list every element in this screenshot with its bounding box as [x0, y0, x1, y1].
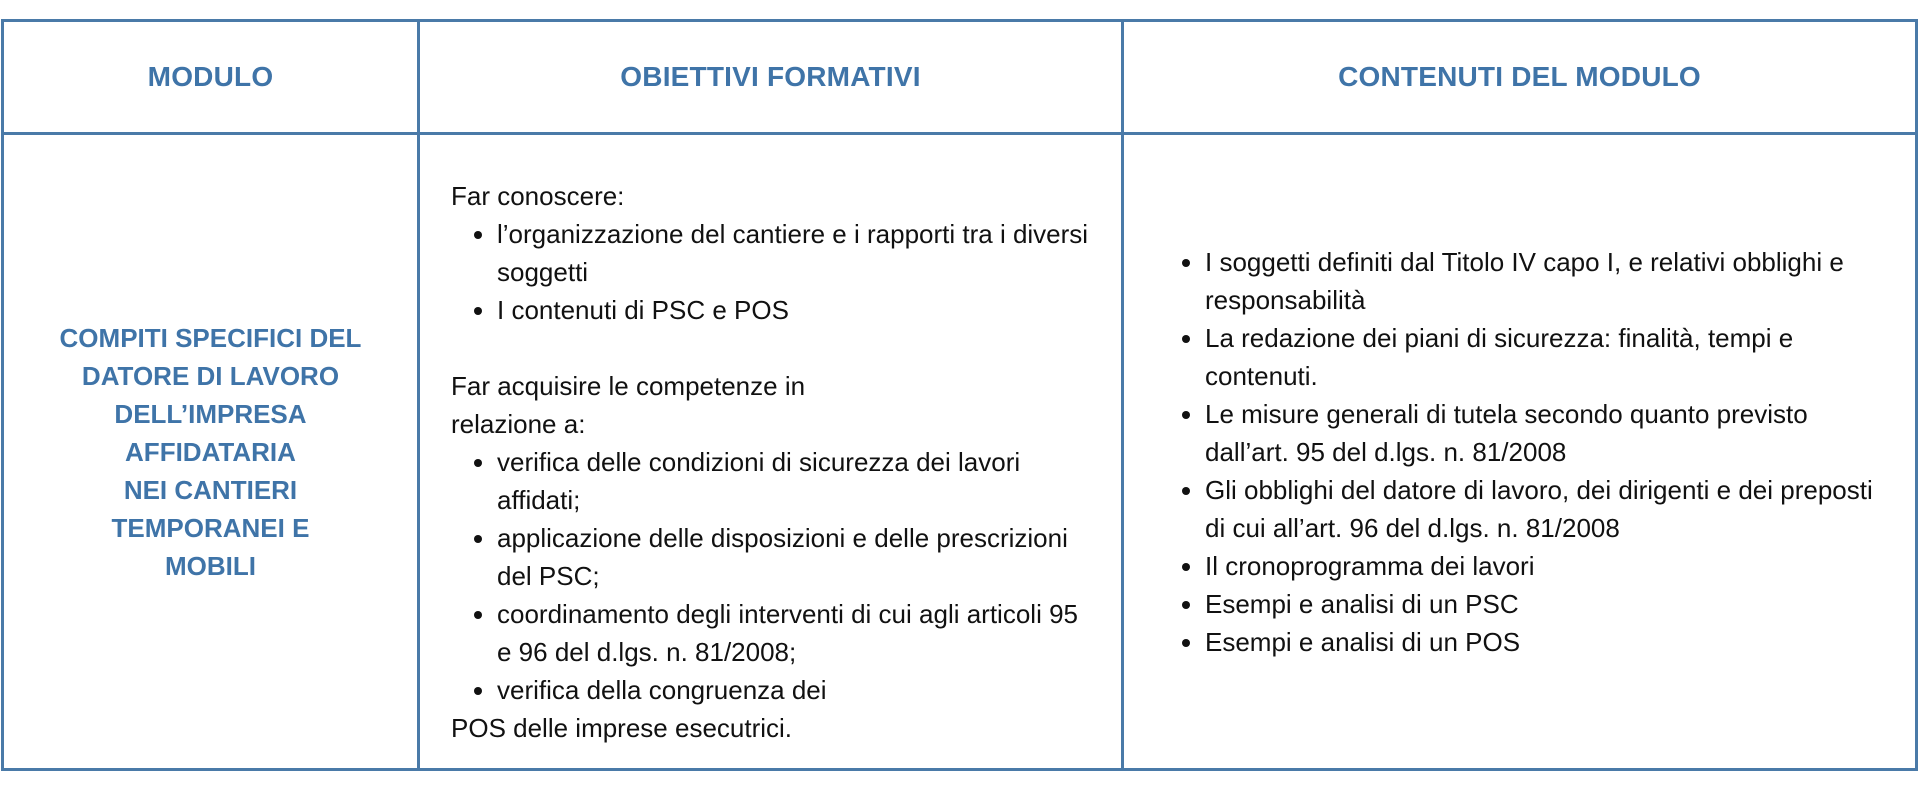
module-title-line: NEI CANTIERI	[123, 474, 298, 505]
module-title-line: DATORE DI LAVORO	[81, 360, 340, 391]
spacer	[451, 329, 1091, 367]
obiettivi-list-2	[451, 443, 1091, 709]
list-item: • I contenuti di PSC e POS	[497, 291, 1091, 329]
contenuti-list	[1159, 243, 1885, 661]
list-item: • verifica della congruenza dei	[497, 671, 1091, 709]
list-item: • l’organizzazione del cantiere e i rapporti tra i diversi soggetti	[497, 215, 1091, 291]
module-title-line: COMPITI SPECIFICI DEL	[59, 322, 362, 353]
list-item: • Gli obblighi del datore di lavoro, dei dirigenti e dei preposti di cui all’art. 96 del d.lgs. n. 81/2008	[1205, 471, 1885, 547]
module-title-cell	[4, 135, 420, 768]
list-item: • applicazione delle disposizioni e delle prescrizioni del PSC;	[497, 519, 1091, 595]
module-title-line: TEMPORANEI E	[111, 512, 310, 543]
header-contenuti-label: CONTENUTI DEL MODULO	[1338, 61, 1701, 92]
list-item: • Esempi e analisi di un POS	[1205, 623, 1885, 661]
obiettivi-intro-2-line-1: Far acquisire le competenze in	[451, 371, 806, 401]
obiettivi-trailing: POS delle imprese esecutrici.	[451, 713, 793, 743]
obiettivi-intro-2-line-2: relazione a:	[451, 409, 586, 439]
list-item: • coordinamento degli interventi di cui agli articoli 95 e 96 del d.lgs. n. 81/2008;	[497, 595, 1091, 671]
header-modulo	[4, 22, 420, 135]
contenuti-cell	[1124, 135, 1915, 768]
list-item: • Le misure generali di tutela secondo quanto previsto dall’art. 95 del d.lgs. n. 81/2008	[1205, 395, 1885, 471]
header-contenuti	[1124, 22, 1915, 135]
header-obiettivi-label: OBIETTIVI FORMATIVI	[620, 61, 921, 92]
header-modulo-label: MODULO	[147, 61, 274, 92]
list-item: • La redazione dei piani di sicurezza: finalità, tempi e contenuti.	[1205, 319, 1885, 395]
obiettivi-cell	[420, 135, 1124, 768]
list-item: • Il cronoprogramma dei lavori	[1205, 547, 1885, 585]
header-obiettivi	[420, 22, 1124, 135]
module-title-line: MOBILI	[164, 550, 256, 581]
module-title-line: AFFIDATARIA	[125, 436, 296, 467]
module-title	[60, 319, 362, 585]
module-title-line: DELL’IMPRESA	[114, 398, 307, 429]
training-module-table	[1, 19, 1918, 771]
list-item: • Esempi e analisi di un PSC	[1205, 585, 1885, 623]
obiettivi-list-1	[451, 215, 1091, 329]
list-item: • verifica delle condizioni di sicurezza dei lavori affidati;	[497, 443, 1091, 519]
list-item: • I soggetti definiti dal Titolo IV capo I, e relativi obblighi e responsabilità	[1205, 243, 1885, 319]
obiettivi-intro-1: Far conoscere:	[451, 181, 625, 211]
